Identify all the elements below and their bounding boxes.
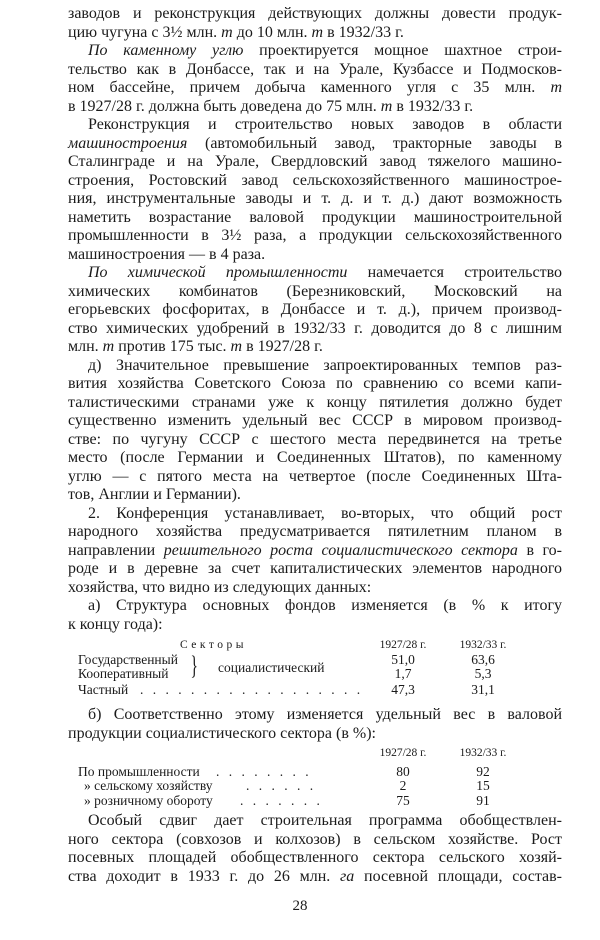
text-segment: стве: по чугуну СССР с шестого места передвинется на третье	[68, 430, 562, 448]
text-line	[68, 431, 562, 450]
text-line	[68, 357, 562, 376]
text-segment: д) Значительное превышение запроектированных темпов раз-	[88, 356, 562, 374]
leader-dots: . . . . . . .	[240, 792, 323, 808]
text-block-middle	[68, 706, 562, 743]
text-line	[68, 560, 562, 579]
text-line	[68, 283, 562, 302]
text-segment: тельство как в Донбассе, так и на Урале, Кузбассе и Подмосков-	[68, 60, 562, 78]
text-segment: химических комбинатов (Березниковский, Московский на	[68, 282, 562, 300]
table-row: » розничному обороту . . . . . . . 75 91	[84, 792, 490, 808]
text-segment: талистическими странами уже к концу пятилетия должно будет	[68, 393, 562, 411]
text-segment: а) Структура основных фондов изменяется (в % к итогу	[88, 597, 562, 614]
table-row: » сельскому хозяйству . . . . . . 2 15	[84, 778, 490, 793]
text-line	[68, 172, 562, 191]
text-segment: Сталинграде и на Урале, Свердловский завод тяжелого машино-	[68, 153, 562, 170]
text-segment: строения, Ростовский завод сельскохозяйственного машинострое-	[68, 171, 562, 189]
text-line	[68, 868, 562, 887]
text-line	[68, 79, 562, 98]
text-segment: тов, Англии и Германии).	[68, 486, 241, 503]
text-segment: заводов и реконструкция действующих должны довести продук-	[68, 5, 562, 22]
leader-dots: . . . . . . . .	[216, 763, 312, 779]
text-segment: в 1932/33 г.	[392, 97, 474, 115]
text-line	[68, 24, 562, 43]
italic-text: т	[230, 338, 243, 355]
italic-text: По химической промышленности	[88, 264, 348, 281]
text-line	[68, 616, 562, 635]
table-header	[68, 638, 562, 653]
text-line	[68, 5, 562, 24]
text-line	[68, 412, 562, 431]
text-segment: в 1927/28 г. должна быть доведена до 75 млн.	[68, 97, 381, 115]
text-line	[68, 486, 562, 505]
text-line	[68, 135, 562, 154]
sectors-header: Секторы	[180, 639, 247, 651]
text-segment: промышленности в 3½ раза, а продукции сельскохозяйственного	[68, 227, 562, 244]
text-line	[68, 597, 562, 616]
text-segment: продукции социалистического сектора (в %):	[68, 724, 376, 742]
text-line	[68, 812, 562, 831]
text-segment: машиностроения — в 4 раза.	[68, 245, 266, 263]
italic-text: машиностроения	[68, 134, 188, 152]
text-segment: ного сектора (совхозов и колхозов) в сельском хозяйстве. Рост	[68, 830, 562, 848]
italic-text: т	[221, 23, 233, 41]
text-line	[68, 468, 562, 487]
text-line	[68, 98, 562, 117]
text-line	[68, 61, 562, 80]
group-label: социалистический	[218, 659, 325, 675]
text-segment: против 175 тыс.	[114, 338, 231, 355]
text-block-bottom	[68, 812, 562, 886]
text-line	[68, 338, 562, 357]
text-line	[68, 505, 562, 524]
text-line	[68, 579, 562, 598]
leader-dots: . . . . . . . . . . . . . . . . . .	[140, 681, 364, 697]
col-1927-header: 1927/28 г.	[379, 639, 427, 651]
text-line	[68, 42, 562, 61]
fixed-assets-table	[68, 638, 562, 697]
text-segment: направлении	[68, 541, 164, 559]
table-row: По промышленности . . . . . . . . 80 92	[78, 763, 490, 779]
italic-text: т	[380, 97, 393, 115]
text-segment: 2. Конференция устанавливает, во-вторых, что общий рост	[88, 504, 562, 522]
italic-text: По каменному углю	[88, 42, 244, 59]
leader-dots: . . . . . .	[246, 778, 317, 793]
table-row: Кооперативный 1,7 5,3	[78, 666, 492, 681]
text-segment: млн.	[68, 338, 103, 355]
text-line	[68, 246, 562, 265]
text-line	[68, 849, 562, 868]
gross-output-table	[68, 746, 562, 808]
text-line	[68, 227, 562, 246]
text-segment: ном бассейне, причем добыча каменного угля с 35 млн.	[68, 79, 551, 96]
col-1927-header: 1927/28 г.	[379, 747, 427, 759]
text-segment: в 1927/28 г.	[242, 338, 323, 355]
text-segment: место (после Германии и Соединенных Штатов), по каменному	[68, 449, 562, 466]
text-line	[68, 523, 562, 542]
text-segment: народного хозяйства предусматривается пятилетним планом в	[68, 523, 562, 540]
italic-text: решительного роста социалистического сектора	[163, 541, 518, 559]
text-segment: Реконструкция и строительство новых заводов в области	[88, 116, 562, 133]
col-1932-header: 1932/33 г.	[459, 747, 507, 759]
text-segment: в 1932/33 г.	[323, 23, 404, 41]
text-line	[68, 264, 562, 283]
text-line	[68, 706, 562, 725]
text-line	[68, 153, 562, 172]
text-segment: к концу года):	[68, 615, 163, 633]
text-segment: ния, инструментальные заводы и т. д. и т. д.) дают возможность	[68, 190, 562, 207]
text-segment: в го-	[517, 541, 562, 559]
text-segment: проектируется мощное шахтное строи-	[243, 42, 562, 59]
col-1932-header: 1932/33 г.	[459, 639, 507, 651]
italic-text: га	[340, 867, 355, 885]
text-segment: намечается строительство	[347, 264, 563, 281]
text-segment: вития хозяйства Советского Союза по сравнению со всеми капи-	[68, 375, 562, 392]
text-line	[68, 116, 562, 135]
italic-text: т	[550, 79, 562, 96]
socialist-group	[68, 650, 562, 683]
text-segment: ства доходит в 1933 г. до 26 млн.	[68, 867, 341, 885]
text-segment: существенно изменить удельный вес СССР в мировом производ-	[68, 412, 562, 429]
text-segment: хозяйства, что видно из следующих данных:	[68, 578, 372, 596]
text-segment: наметить возрастание валовой продукции машиностроительной	[68, 208, 562, 226]
text-segment: Особый сдвиг дает строительная программа обобществлен-	[88, 812, 562, 829]
text-line	[68, 301, 562, 320]
text-segment: (автомобильный завод, тракторные заводы в	[187, 134, 562, 152]
italic-text: т	[102, 338, 115, 355]
text-line	[68, 209, 562, 228]
table-header	[68, 746, 562, 761]
text-line	[68, 542, 562, 561]
text-segment: посевных площадей обобществленного сектора сельского хозяй-	[68, 849, 562, 866]
italic-text: т	[311, 23, 324, 41]
text-segment: посевной площади, состав-	[354, 867, 563, 885]
text-line	[68, 449, 562, 468]
text-line	[68, 375, 562, 394]
page-number: 28	[292, 898, 308, 914]
text-segment: углю — с пятого места на четвертое (после Соединенных Шта-	[68, 467, 562, 485]
table-row: Частный . . . . . . . . . . . . . . . . . . 47,3 31,1	[78, 681, 495, 697]
text-line	[68, 190, 562, 209]
text-segment: цию чугуна с 3½ млн.	[68, 23, 222, 41]
text-block-top	[68, 5, 562, 634]
brace-icon: }	[190, 650, 198, 680]
text-segment: б) Соответственно этому изменяется удельный вес в валовой	[88, 706, 562, 723]
table-row: Государственный 51,0 63,6	[78, 651, 495, 667]
text-line	[68, 725, 562, 744]
text-segment: егорьевских фосфоритах, в Донбассе и т. д.), причем производ-	[68, 301, 562, 318]
text-segment: ство химических удобрений в 1932/33 г. доводится до 8 с лишним	[68, 319, 562, 337]
text-line	[68, 831, 562, 850]
text-line	[68, 320, 562, 339]
text-segment: до 10 млн.	[232, 23, 312, 41]
text-line	[68, 394, 562, 413]
text-segment: роде и в деревне за счет капиталистических элементов народного	[68, 560, 562, 577]
